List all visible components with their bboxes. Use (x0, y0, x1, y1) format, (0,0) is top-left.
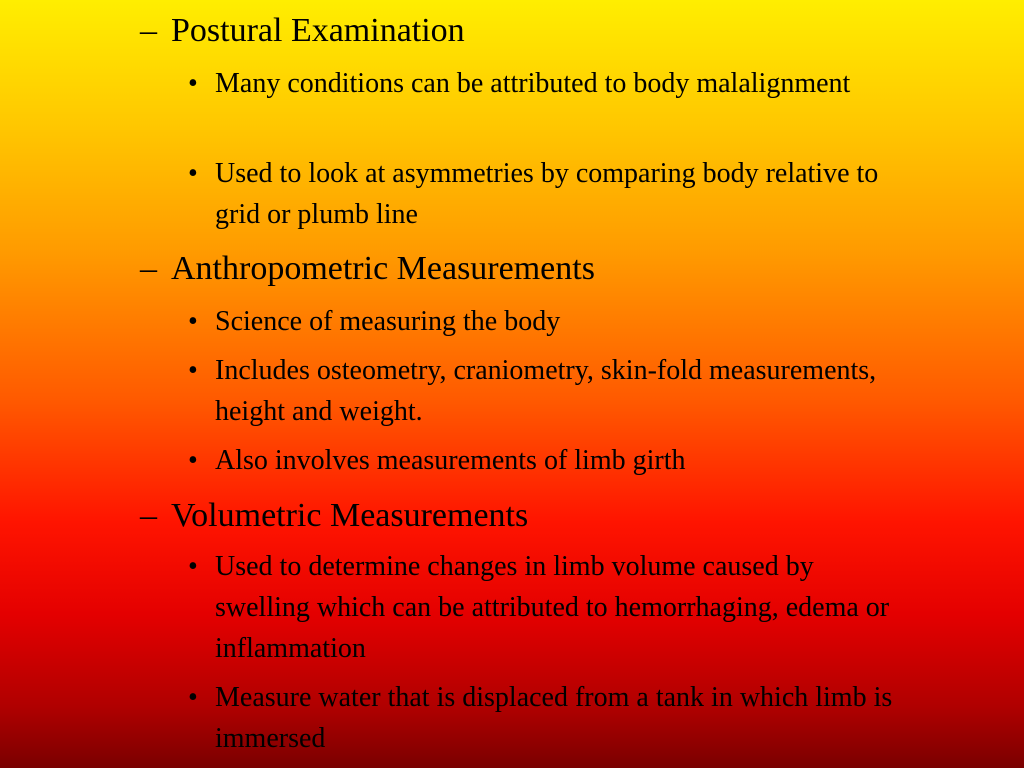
section-heading-postural (140, 11, 465, 51)
bullet-marker: • (188, 682, 198, 713)
dash-marker: – (140, 12, 157, 49)
bullet-marker: • (188, 68, 198, 99)
bullet-marker: • (188, 306, 198, 337)
bullet-text: Includes osteometry, craniometry, skin-fold measurements, height and weight. (215, 355, 877, 427)
bullet-marker: • (188, 551, 198, 582)
bullet-text: Measure water that is displaced from a tank in which limb is immersed (215, 682, 893, 754)
bullet-text: Science of measuring the body (215, 306, 561, 337)
bullet-text: Many conditions can be attributed to body malalignment (215, 68, 851, 99)
section-heading-anthropometric (140, 249, 595, 289)
bullet-item (188, 350, 908, 432)
bullet-text: Used to look at asymmetries by comparing body relative to grid or plumb line (215, 158, 879, 230)
bullet-item (188, 153, 908, 235)
bullet-item (188, 301, 908, 342)
bullet-text: Used to determine changes in limb volume caused by swelling which can be attributed to hemorrhaging, edema or inflammation (215, 551, 890, 664)
bullet-marker: • (188, 445, 198, 476)
bullet-item (188, 63, 908, 104)
section-title: Postural Examination (171, 12, 465, 49)
bullet-item (188, 440, 908, 481)
section-title: Volumetric Measurements (171, 497, 529, 534)
bullet-text: Also involves measurements of limb girth (215, 445, 686, 476)
bullet-marker: • (188, 355, 198, 386)
dash-marker: – (140, 250, 157, 287)
section-title: Anthropometric Measurements (171, 250, 595, 287)
bullet-marker: • (188, 158, 198, 189)
section-heading-volumetric (140, 496, 528, 536)
bullet-item (188, 677, 908, 759)
dash-marker: – (140, 497, 157, 534)
bullet-item (188, 546, 908, 669)
